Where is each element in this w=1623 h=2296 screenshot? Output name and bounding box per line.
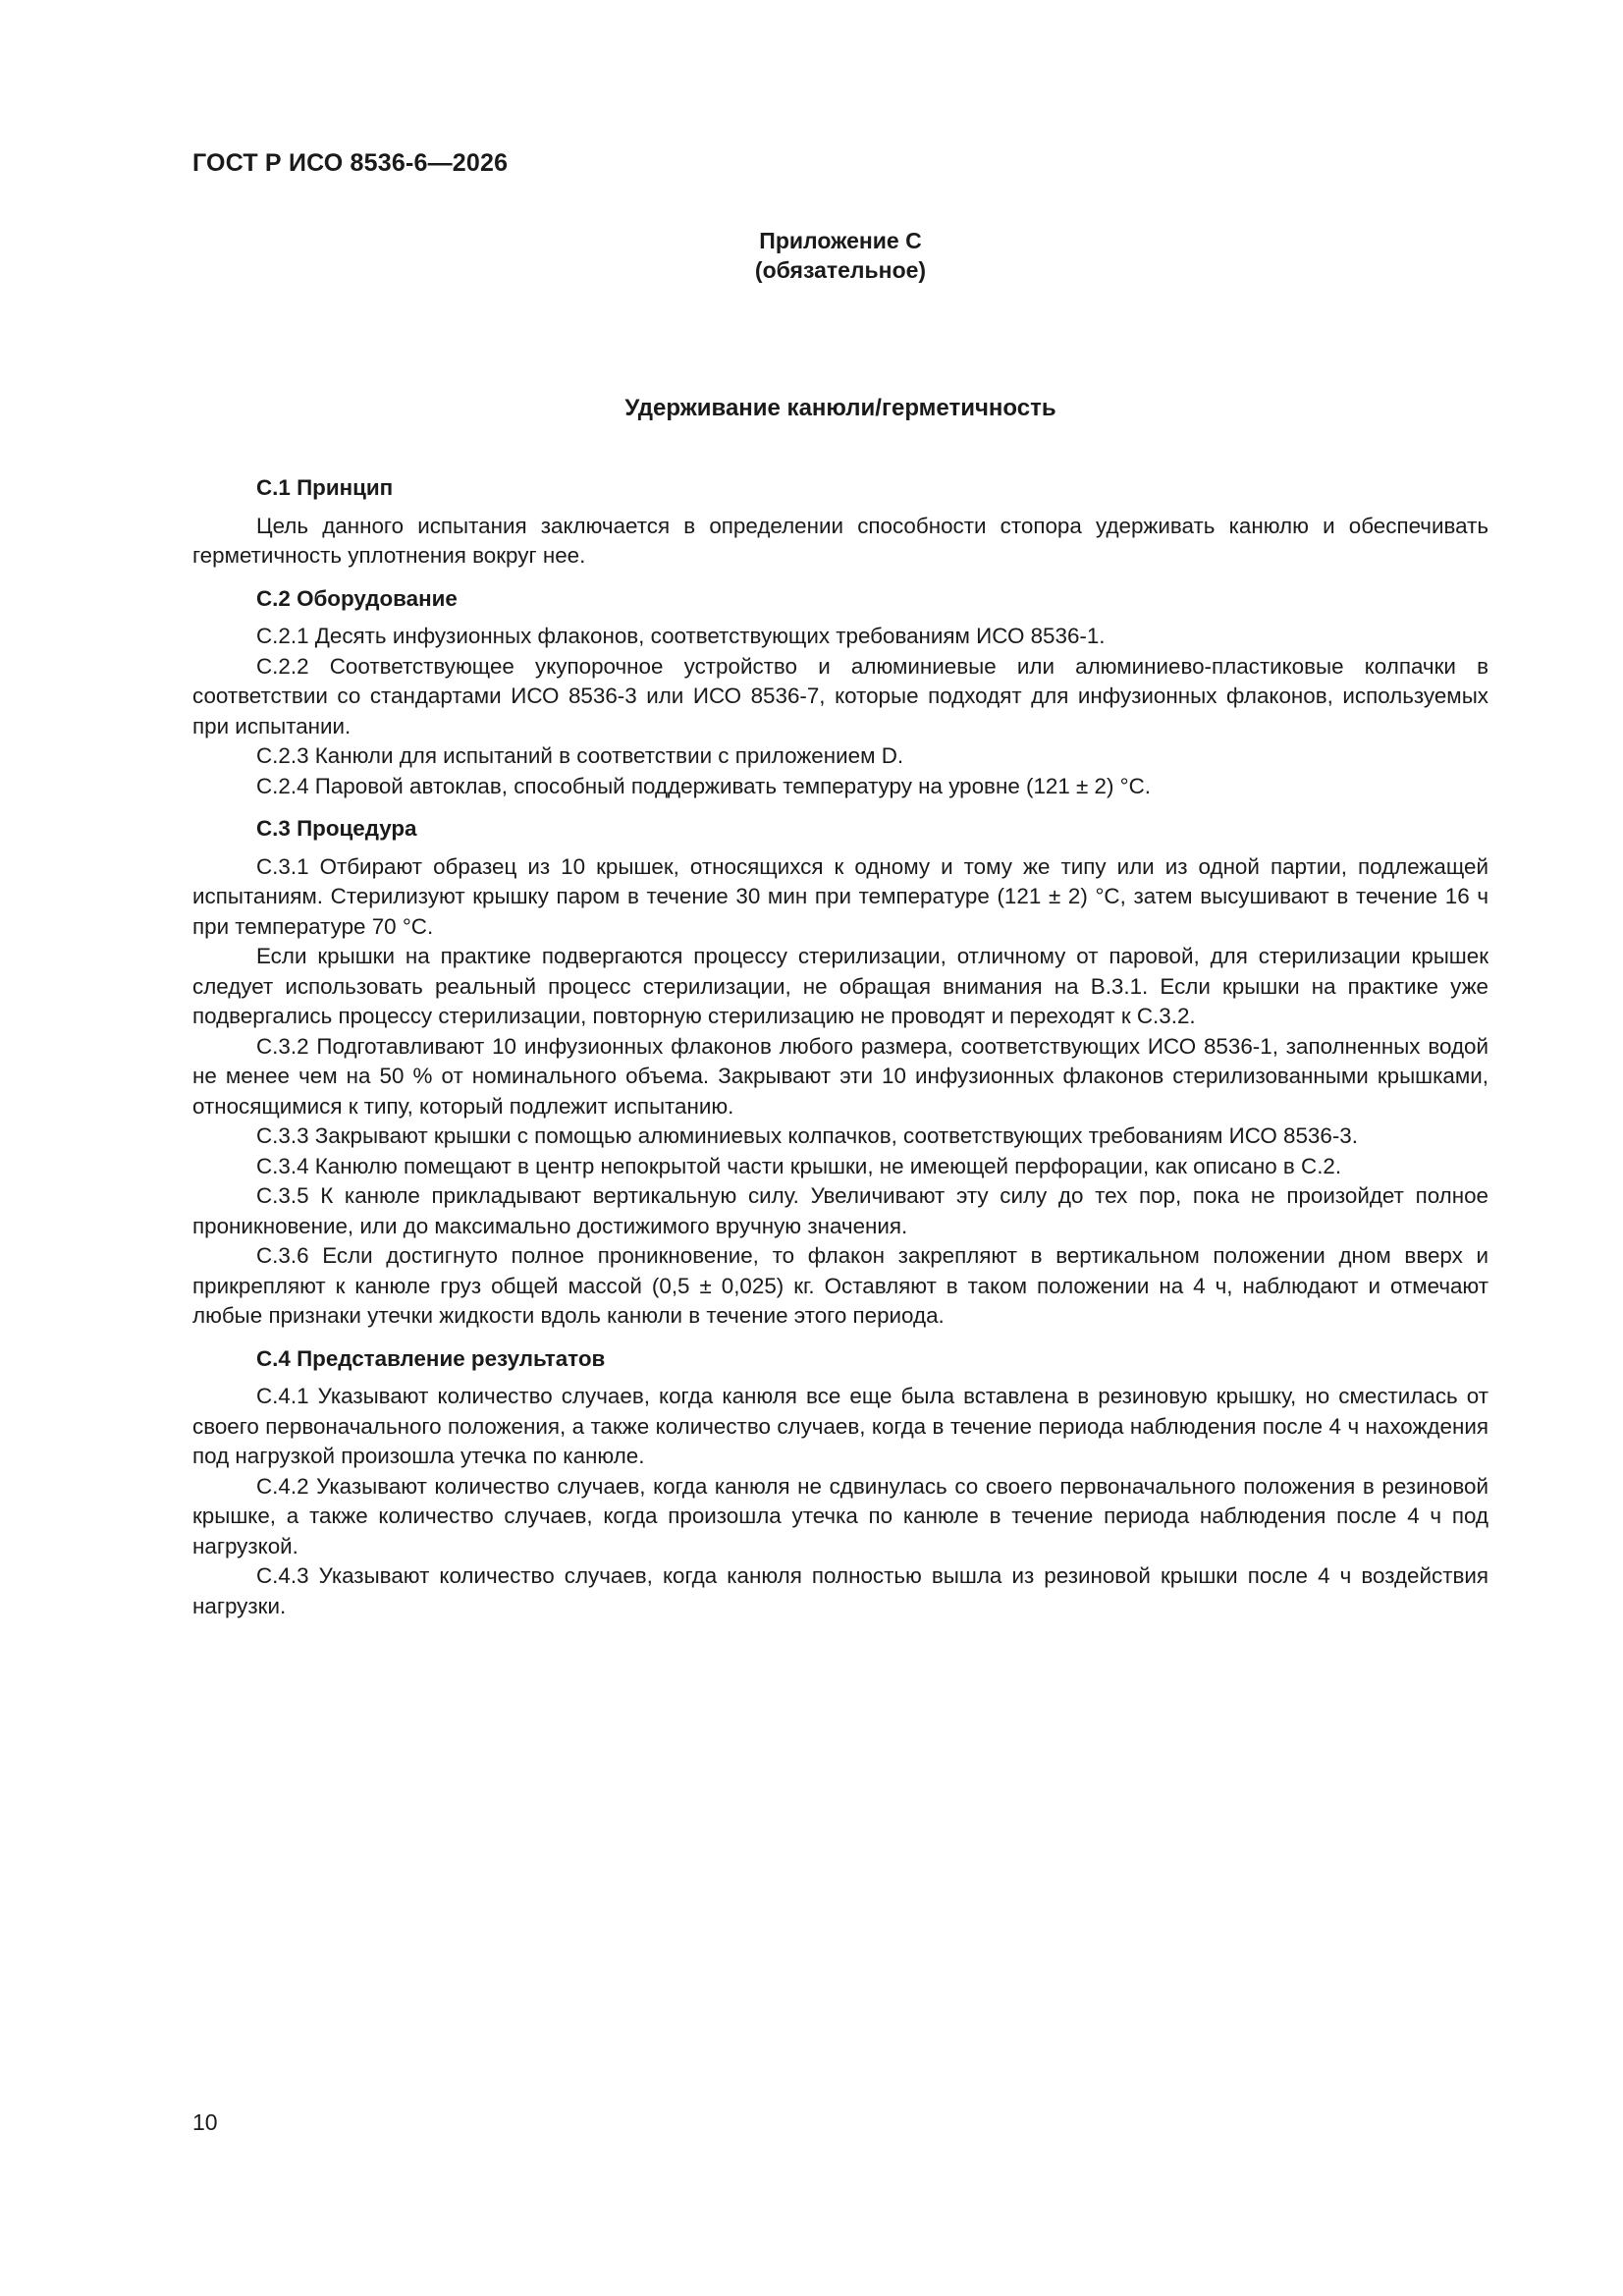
paragraph: С.3.6 Если достигнуто полное проникновение, то флакон закрепляют в вертикальном положении дном вверх и прикрепляют к канюле груз общей массой (0,5 ± 0,025) кг. Оставляют в таком положении на 4 ч, наблюдают и отмечают любые признаки утечки жидкости вдоль канюли в течение этого периода. [192, 1243, 1488, 1328]
section-heading: С.1 Принцип [256, 475, 394, 500]
paragraph: С.4.3 Указывают количество случаев, когда канюля полностью вышла из резиновой крышки после 4 ч воздействия нагрузки. [192, 1563, 1488, 1618]
section-heading: С.3 Процедура [256, 816, 417, 841]
section-heading: С.2 Оборудование [256, 585, 458, 611]
paragraph: С.4.1 Указывают количество случаев, когда канюля все еще была вставлена в резиновую крышку, но сместилась от своего первоначального положения, а также количество случаев, когда в течение периода наблюдения после 4 ч нахождения под нагрузкой произошла утечка по канюле. [192, 1384, 1488, 1468]
section-heading: С.4 Представление результатов [256, 1345, 606, 1371]
paragraph: Цель данного испытания заключается в определении способности стопора удерживать канюлю и обеспечивать герметичность уплотнения вокруг нее. [192, 513, 1488, 568]
annex-title: Удерживание канюли/герметичность [624, 395, 1056, 421]
paragraph: С.2.2 Соответствующее укупорочное устройство и алюминиевые или алюминиево-пластиковые колпачки в соответствии со стандартами ИСО 8536-3 или ИСО 8536-7, которые подходят для инфузионных флаконов, используемых при испытании. [192, 653, 1488, 738]
annex-status: (обязательное) [754, 257, 927, 283]
paragraph: С.3.5 К канюле прикладывают вертикальную силу. Увеличивают эту силу до тех пор, пока не произойдет полное проникновение, или до максимально достижимого вручную значения. [192, 1183, 1488, 1238]
paragraph: Если крышки на практике подвергаются процессу стерилизации, отличному от паровой, для стерилизации крышек следует использовать реальный процесс стерилизации, не обращая внимания на В.3.1. Если крышки на практике уже подвергались процессу стерилизации, повторную стерилизацию не проводят и переходят к С.3.2. [192, 944, 1488, 1028]
paragraph: С.2.4 Паровой автоклав, способный поддерживать температуру на уровне (121 ± 2) °С. [256, 773, 1152, 798]
paragraph: С.3.2 Подготавливают 10 инфузионных флаконов любого размера, соответствующих ИСО 8536-1, заполненных водой не менее чем на 50 % от номинального объема. Закрывают эти 10 инфузионных флаконов стерилизованными крышками, относящимися к типу, который подлежит испытанию. [192, 1033, 1488, 1119]
document-id: ГОСТ Р ИСО 8536-6—2026 [192, 149, 509, 177]
paragraph: С.4.2 Указывают количество случаев, когда канюля не сдвинулась со своего первоначального положения в резиновой крышке, а также количество случаев, когда произошла утечка по канюле в течение периода наблюдения после 4 ч под нагрузкой. [192, 1473, 1488, 1558]
page-number: 10 [192, 2109, 218, 2135]
paragraph: С.2.1 Десять инфузионных флаконов, соответствующих требованиям ИСО 8536-1. [256, 624, 1106, 648]
paragraph: С.3.3 Закрывают крышки с помощью алюминиевых колпачков, соответствующих требованиям ИСО 8536-3. [256, 1123, 1358, 1148]
annex-label: Приложение С [759, 228, 922, 253]
document-body [192, 473, 1488, 1621]
paragraph: С.3.4 Канюлю помещают в центр непокрытой части крышки, не имеющей перфорации, как описано в С.2. [256, 1153, 1342, 1178]
paragraph: С.3.1 Отбирают образец из 10 крышек, относящихся к одному и тому же типу или из одной партии, подлежащей испытаниям. Стерилизуют крышку паром в течение 30 мин при температуре (121 ± 2) °С, затем высушивают в течение 16 ч при температуре 70 °С. [192, 853, 1488, 939]
paragraph: С.2.3 Канюли для испытаний в соответствии с приложением D. [256, 743, 904, 768]
annex-heading [192, 226, 1488, 285]
